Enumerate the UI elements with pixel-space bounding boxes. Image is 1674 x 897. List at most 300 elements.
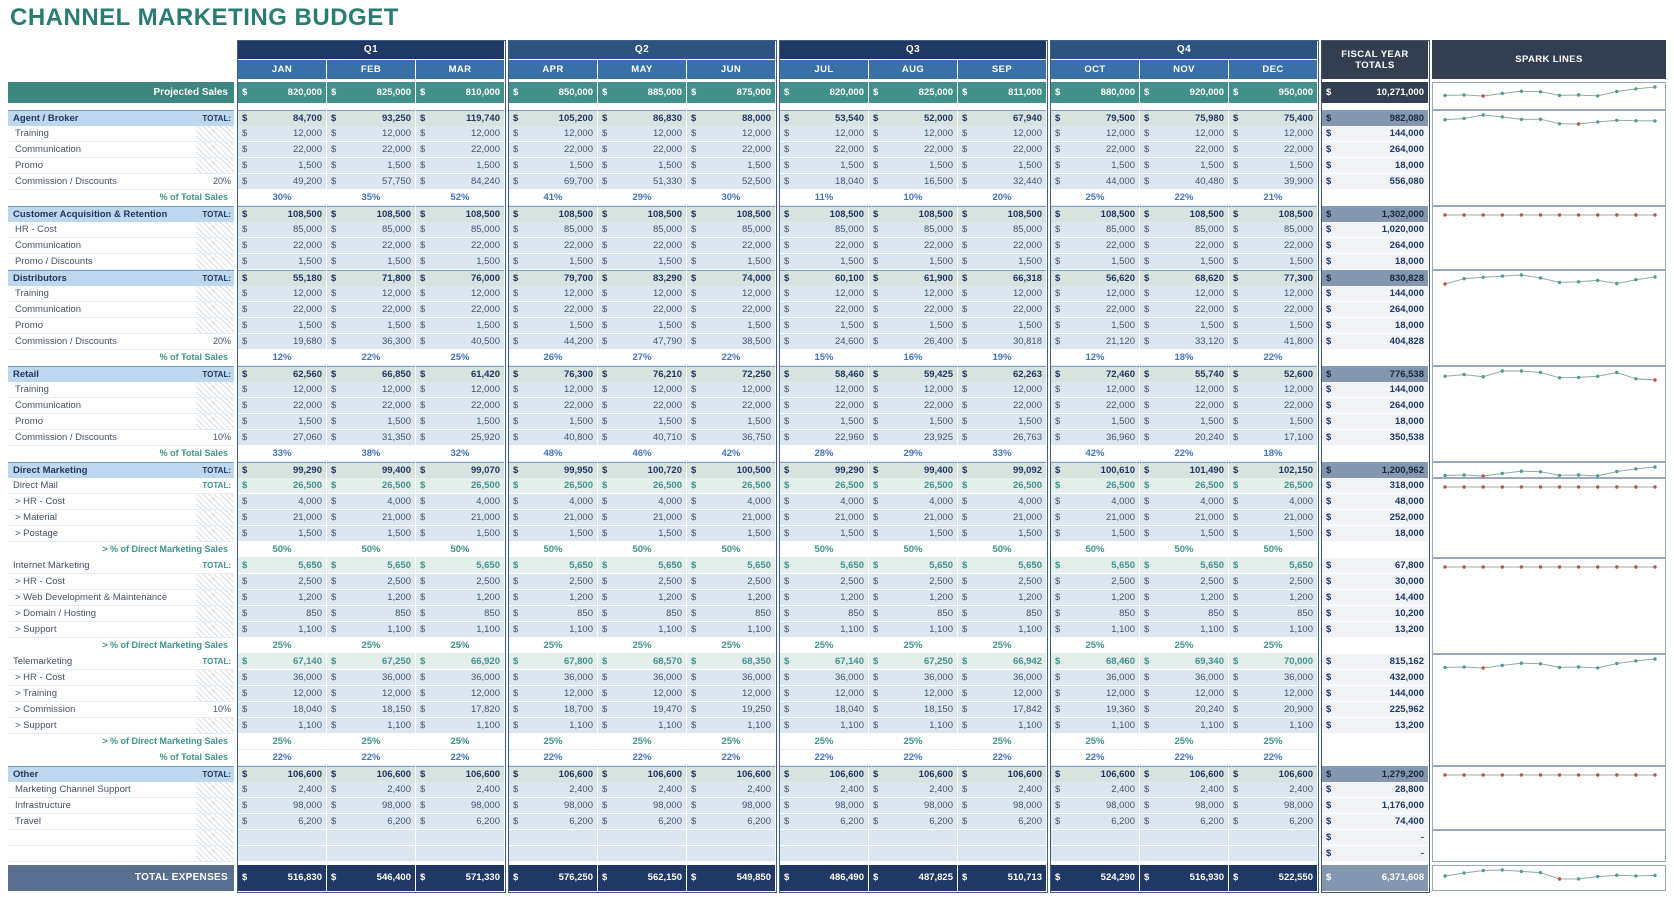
detail-month-cell[interactable] (1140, 334, 1228, 350)
detail-month-cell[interactable] (958, 382, 1046, 398)
detail-month-cell[interactable] (1140, 302, 1228, 318)
section-total-tag[interactable]: TOTAL: (196, 462, 234, 478)
detail-month-cell[interactable] (869, 382, 957, 398)
subsection-month-cell[interactable] (509, 558, 597, 574)
detail-month-cell[interactable] (327, 814, 415, 830)
detail-month-cell[interactable] (598, 782, 686, 798)
detail-month-cell[interactable] (1051, 814, 1139, 830)
detail-month-cell[interactable] (598, 334, 686, 350)
subsection-fiscal-total[interactable] (1322, 478, 1428, 494)
detail-month-cell[interactable] (509, 702, 597, 718)
detail-month-cell[interactable] (509, 302, 597, 318)
detail-month-cell[interactable] (687, 782, 775, 798)
detail-month-cell[interactable] (1051, 574, 1139, 590)
detail-row-label[interactable]: > Postage (8, 526, 196, 542)
subsection-month-cell[interactable] (1229, 478, 1317, 494)
month-header-jan[interactable]: JAN (238, 60, 326, 79)
percent-month-cell[interactable]: 33% (238, 446, 326, 462)
detail-month-cell[interactable] (1051, 526, 1139, 542)
total-expenses-fiscal[interactable] (1322, 865, 1428, 891)
detail-month-cell[interactable] (1229, 814, 1317, 830)
section-month-cell[interactable] (1140, 366, 1228, 382)
detail-month-cell[interactable] (598, 254, 686, 270)
percent-month-cell[interactable]: 22% (687, 350, 775, 366)
detail-month-cell[interactable] (869, 670, 957, 686)
detail-month-cell[interactable] (327, 510, 415, 526)
detail-month-cell[interactable] (327, 334, 415, 350)
section-month-cell[interactable] (687, 206, 775, 222)
detail-fiscal-total[interactable] (1322, 286, 1428, 302)
detail-month-cell[interactable] (509, 526, 597, 542)
subsection-month-cell[interactable] (1140, 558, 1228, 574)
section-month-cell[interactable] (869, 366, 957, 382)
detail-row-label[interactable]: Training (8, 126, 196, 142)
detail-month-cell[interactable] (327, 222, 415, 238)
percent-month-cell[interactable]: 22% (869, 750, 957, 766)
detail-month-cell[interactable] (327, 702, 415, 718)
section-month-cell[interactable] (869, 270, 957, 286)
detail-month-cell[interactable] (687, 318, 775, 334)
detail-month-cell[interactable] (416, 174, 504, 190)
detail-month-cell[interactable] (1140, 286, 1228, 302)
detail-month-cell[interactable] (1140, 686, 1228, 702)
detail-month-cell[interactable] (780, 494, 868, 510)
detail-fiscal-total[interactable] (1322, 318, 1428, 334)
detail-row-label[interactable]: Promo / Discounts (8, 254, 196, 270)
detail-month-cell[interactable] (780, 670, 868, 686)
quarter-header-q4[interactable]: Q4 (1051, 40, 1317, 59)
detail-month-cell[interactable] (1051, 302, 1139, 318)
section-month-cell[interactable] (1229, 462, 1317, 478)
percent-month-cell[interactable]: 22% (1140, 750, 1228, 766)
section-month-cell[interactable] (780, 766, 868, 782)
detail-fiscal-total[interactable] (1322, 158, 1428, 174)
percent-month-cell[interactable]: 18% (1140, 350, 1228, 366)
percent-row-label[interactable]: > % of Direct Marketing Sales (8, 542, 234, 558)
detail-month-cell[interactable] (1229, 622, 1317, 638)
detail-month-cell[interactable] (1051, 158, 1139, 174)
percent-month-cell[interactable]: 28% (780, 446, 868, 462)
section-month-cell[interactable] (958, 206, 1046, 222)
percent-month-cell[interactable]: 22% (780, 750, 868, 766)
detail-month-cell[interactable] (416, 382, 504, 398)
detail-month-cell[interactable] (598, 670, 686, 686)
section-row-label[interactable]: Direct Marketing (8, 462, 196, 478)
section-month-cell[interactable] (238, 462, 326, 478)
detail-month-cell[interactable] (238, 494, 326, 510)
detail-fiscal-total[interactable] (1322, 430, 1428, 446)
detail-month-cell[interactable] (598, 382, 686, 398)
detail-month-cell[interactable] (1140, 158, 1228, 174)
detail-month-cell[interactable] (327, 494, 415, 510)
percent-month-cell[interactable]: 25% (1051, 190, 1139, 206)
detail-fiscal-total[interactable] (1322, 238, 1428, 254)
detail-month-cell[interactable] (1229, 414, 1317, 430)
section-month-cell[interactable] (869, 206, 957, 222)
detail-fiscal-total[interactable] (1322, 798, 1428, 814)
detail-month-cell[interactable] (687, 414, 775, 430)
percent-month-cell[interactable]: 22% (238, 750, 326, 766)
detail-month-cell[interactable] (958, 494, 1046, 510)
detail-month-cell[interactable] (780, 782, 868, 798)
detail-month-cell[interactable] (780, 414, 868, 430)
section-fiscal-total[interactable] (1322, 366, 1428, 382)
detail-month-cell[interactable] (687, 686, 775, 702)
percent-month-cell[interactable]: 22% (598, 750, 686, 766)
detail-month-cell[interactable] (869, 702, 957, 718)
detail-row-label[interactable]: Promo (8, 158, 196, 174)
percent-month-cell[interactable]: 50% (869, 542, 957, 558)
detail-month-cell[interactable] (327, 670, 415, 686)
blank-row-label[interactable] (8, 846, 196, 862)
total-expenses-month-cell[interactable] (780, 865, 868, 891)
section-total-tag[interactable]: TOTAL: (196, 766, 234, 782)
blank-month-cell[interactable] (1051, 846, 1139, 862)
detail-month-cell[interactable] (1229, 590, 1317, 606)
detail-month-cell[interactable] (509, 238, 597, 254)
projected-sales-cell[interactable] (869, 82, 957, 103)
detail-row-label[interactable]: Commission / Discounts (8, 334, 196, 350)
projected-sales-cell[interactable] (598, 82, 686, 103)
quarter-header-q2[interactable]: Q2 (509, 40, 775, 59)
detail-row-label[interactable]: Communication (8, 398, 196, 414)
detail-month-cell[interactable] (780, 238, 868, 254)
detail-month-cell[interactable] (780, 222, 868, 238)
subsection-month-cell[interactable] (509, 478, 597, 494)
blank-month-cell[interactable] (598, 846, 686, 862)
percent-month-cell[interactable]: 16% (869, 350, 957, 366)
detail-row-label[interactable]: Training (8, 286, 196, 302)
percent-month-cell[interactable]: 25% (1051, 638, 1139, 654)
percent-month-cell[interactable]: 50% (780, 542, 868, 558)
subsection-month-cell[interactable] (327, 654, 415, 670)
section-row-label[interactable]: Other (8, 766, 196, 782)
detail-month-cell[interactable] (327, 686, 415, 702)
detail-row-label[interactable]: Commission / Discounts (8, 430, 196, 446)
detail-month-cell[interactable] (780, 814, 868, 830)
blank-row-label[interactable] (8, 830, 196, 846)
detail-month-cell[interactable] (1229, 334, 1317, 350)
section-month-cell[interactable] (687, 462, 775, 478)
detail-month-cell[interactable] (1051, 798, 1139, 814)
detail-month-cell[interactable] (416, 702, 504, 718)
detail-month-cell[interactable] (1051, 782, 1139, 798)
detail-month-cell[interactable] (780, 526, 868, 542)
subsection-month-cell[interactable] (1140, 478, 1228, 494)
detail-month-cell[interactable] (869, 414, 957, 430)
detail-rate-tag[interactable]: 10% (196, 430, 234, 446)
percent-month-cell[interactable]: 25% (416, 638, 504, 654)
detail-fiscal-total[interactable] (1322, 334, 1428, 350)
section-month-cell[interactable] (416, 206, 504, 222)
detail-month-cell[interactable] (598, 494, 686, 510)
detail-month-cell[interactable] (958, 686, 1046, 702)
detail-month-cell[interactable] (327, 414, 415, 430)
percent-month-cell[interactable]: 25% (238, 734, 326, 750)
percent-month-cell[interactable]: 22% (327, 350, 415, 366)
detail-month-cell[interactable] (869, 526, 957, 542)
detail-row-label[interactable]: > HR - Cost (8, 574, 196, 590)
percent-month-cell[interactable]: 50% (1229, 542, 1317, 558)
detail-fiscal-total[interactable] (1322, 782, 1428, 798)
detail-month-cell[interactable] (1229, 398, 1317, 414)
detail-month-cell[interactable] (509, 222, 597, 238)
section-fiscal-total[interactable] (1322, 206, 1428, 222)
detail-month-cell[interactable] (238, 126, 326, 142)
detail-month-cell[interactable] (416, 782, 504, 798)
detail-fiscal-total[interactable] (1322, 574, 1428, 590)
detail-month-cell[interactable] (1229, 286, 1317, 302)
detail-fiscal-total[interactable] (1322, 254, 1428, 270)
percent-month-cell[interactable]: 22% (958, 750, 1046, 766)
detail-month-cell[interactable] (416, 686, 504, 702)
detail-month-cell[interactable] (780, 718, 868, 734)
detail-month-cell[interactable] (780, 574, 868, 590)
total-expenses-month-cell[interactable] (598, 865, 686, 891)
projected-sales-cell[interactable] (780, 82, 868, 103)
detail-month-cell[interactable] (238, 590, 326, 606)
detail-month-cell[interactable] (869, 318, 957, 334)
blank-month-cell[interactable] (869, 846, 957, 862)
section-month-cell[interactable] (238, 270, 326, 286)
detail-row-label[interactable]: Training (8, 382, 196, 398)
detail-month-cell[interactable] (1140, 414, 1228, 430)
section-month-cell[interactable] (1140, 110, 1228, 126)
detail-month-cell[interactable] (509, 254, 597, 270)
detail-month-cell[interactable] (1051, 222, 1139, 238)
detail-month-cell[interactable] (416, 574, 504, 590)
detail-month-cell[interactable] (958, 286, 1046, 302)
month-header-sep[interactable]: SEP (958, 60, 1046, 79)
detail-month-cell[interactable] (327, 302, 415, 318)
section-month-cell[interactable] (416, 366, 504, 382)
detail-month-cell[interactable] (958, 606, 1046, 622)
section-row-label[interactable]: Customer Acquisition & Retention (8, 206, 196, 222)
section-month-cell[interactable] (416, 462, 504, 478)
section-month-cell[interactable] (780, 462, 868, 478)
subsection-month-cell[interactable] (780, 558, 868, 574)
quarter-header-q3[interactable]: Q3 (780, 40, 1046, 59)
detail-month-cell[interactable] (687, 702, 775, 718)
detail-month-cell[interactable] (238, 814, 326, 830)
detail-month-cell[interactable] (958, 318, 1046, 334)
detail-month-cell[interactable] (958, 398, 1046, 414)
detail-month-cell[interactable] (598, 414, 686, 430)
detail-month-cell[interactable] (327, 318, 415, 334)
detail-month-cell[interactable] (1051, 318, 1139, 334)
detail-month-cell[interactable] (1229, 670, 1317, 686)
section-month-cell[interactable] (1140, 206, 1228, 222)
section-month-cell[interactable] (958, 270, 1046, 286)
section-month-cell[interactable] (1051, 270, 1139, 286)
percent-month-cell[interactable]: 29% (869, 446, 957, 462)
detail-month-cell[interactable] (1229, 302, 1317, 318)
projected-sales-cell[interactable] (1051, 82, 1139, 103)
detail-month-cell[interactable] (687, 606, 775, 622)
detail-month-cell[interactable] (869, 622, 957, 638)
blank-month-cell[interactable] (509, 830, 597, 846)
detail-month-cell[interactable] (1229, 126, 1317, 142)
detail-month-cell[interactable] (416, 798, 504, 814)
detail-month-cell[interactable] (1140, 606, 1228, 622)
detail-month-cell[interactable] (687, 398, 775, 414)
detail-month-cell[interactable] (1051, 174, 1139, 190)
total-expenses-month-cell[interactable] (1140, 865, 1228, 891)
detail-month-cell[interactable] (509, 622, 597, 638)
subsection-month-cell[interactable] (687, 478, 775, 494)
detail-month-cell[interactable] (1051, 254, 1139, 270)
subsection-total-tag[interactable]: TOTAL: (196, 558, 234, 574)
section-month-cell[interactable] (1229, 206, 1317, 222)
subsection-month-cell[interactable] (687, 558, 775, 574)
detail-month-cell[interactable] (958, 574, 1046, 590)
detail-fiscal-total[interactable] (1322, 702, 1428, 718)
percent-month-cell[interactable]: 50% (598, 542, 686, 558)
percent-month-cell[interactable]: 25% (509, 638, 597, 654)
detail-month-cell[interactable] (416, 670, 504, 686)
projected-sales-cell[interactable] (958, 82, 1046, 103)
percent-month-cell[interactable]: 46% (598, 446, 686, 462)
percent-month-cell[interactable]: 50% (416, 542, 504, 558)
projected-sales-fiscal-total[interactable] (1322, 82, 1428, 103)
subsection-month-cell[interactable] (598, 654, 686, 670)
detail-month-cell[interactable] (327, 382, 415, 398)
detail-row-label[interactable]: > Web Development & Maintenance (8, 590, 196, 606)
detail-month-cell[interactable] (598, 686, 686, 702)
percent-month-cell[interactable]: 22% (1229, 750, 1317, 766)
section-total-tag[interactable]: TOTAL: (196, 270, 234, 286)
percent-month-cell[interactable]: 22% (1140, 446, 1228, 462)
subsection-row-label[interactable]: Telemarketing (8, 654, 196, 670)
detail-month-cell[interactable] (1140, 430, 1228, 446)
percent-month-cell[interactable]: 27% (598, 350, 686, 366)
subsection-month-cell[interactable] (327, 478, 415, 494)
section-month-cell[interactable] (1140, 462, 1228, 478)
detail-month-cell[interactable] (687, 814, 775, 830)
detail-month-cell[interactable] (1229, 222, 1317, 238)
section-month-cell[interactable] (780, 366, 868, 382)
detail-month-cell[interactable] (416, 318, 504, 334)
detail-month-cell[interactable] (327, 158, 415, 174)
section-month-cell[interactable] (509, 110, 597, 126)
detail-month-cell[interactable] (238, 718, 326, 734)
subsection-total-tag[interactable]: TOTAL: (196, 478, 234, 494)
detail-month-cell[interactable] (1140, 398, 1228, 414)
detail-month-cell[interactable] (509, 798, 597, 814)
detail-month-cell[interactable] (327, 782, 415, 798)
detail-month-cell[interactable] (238, 382, 326, 398)
percent-month-cell[interactable]: 33% (958, 446, 1046, 462)
detail-month-cell[interactable] (238, 430, 326, 446)
subsection-month-cell[interactable] (416, 654, 504, 670)
section-month-cell[interactable] (1051, 110, 1139, 126)
detail-month-cell[interactable] (598, 510, 686, 526)
detail-month-cell[interactable] (1051, 686, 1139, 702)
blank-month-cell[interactable] (1051, 830, 1139, 846)
detail-month-cell[interactable] (598, 814, 686, 830)
section-month-cell[interactable] (958, 766, 1046, 782)
detail-month-cell[interactable] (687, 574, 775, 590)
blank-month-cell[interactable] (780, 830, 868, 846)
detail-month-cell[interactable] (238, 334, 326, 350)
detail-month-cell[interactable] (238, 670, 326, 686)
detail-month-cell[interactable] (958, 510, 1046, 526)
percent-month-cell[interactable]: 50% (509, 542, 597, 558)
detail-month-cell[interactable] (509, 158, 597, 174)
section-month-cell[interactable] (238, 366, 326, 382)
detail-month-cell[interactable] (958, 814, 1046, 830)
detail-month-cell[interactable] (598, 318, 686, 334)
month-header-aug[interactable]: AUG (869, 60, 957, 79)
detail-month-cell[interactable] (1140, 318, 1228, 334)
percent-month-cell[interactable]: 12% (238, 350, 326, 366)
subsection-month-cell[interactable] (869, 478, 957, 494)
section-month-cell[interactable] (869, 766, 957, 782)
detail-month-cell[interactable] (238, 574, 326, 590)
percent-month-cell[interactable]: 41% (509, 190, 597, 206)
detail-month-cell[interactable] (687, 590, 775, 606)
blank-month-cell[interactable] (238, 846, 326, 862)
blank-fiscal-total[interactable] (1322, 830, 1428, 846)
detail-month-cell[interactable] (958, 798, 1046, 814)
detail-month-cell[interactable] (327, 574, 415, 590)
section-month-cell[interactable] (687, 110, 775, 126)
detail-month-cell[interactable] (687, 670, 775, 686)
detail-month-cell[interactable] (509, 286, 597, 302)
percent-month-cell[interactable]: 50% (327, 542, 415, 558)
percent-month-cell[interactable]: 25% (958, 638, 1046, 654)
detail-month-cell[interactable] (780, 302, 868, 318)
detail-month-cell[interactable] (238, 222, 326, 238)
detail-month-cell[interactable] (598, 718, 686, 734)
detail-month-cell[interactable] (780, 318, 868, 334)
month-header-may[interactable]: MAY (598, 60, 686, 79)
detail-row-label[interactable]: > HR - Cost (8, 670, 196, 686)
detail-month-cell[interactable] (238, 702, 326, 718)
section-month-cell[interactable] (327, 206, 415, 222)
section-month-cell[interactable] (416, 766, 504, 782)
detail-month-cell[interactable] (509, 814, 597, 830)
detail-month-cell[interactable] (238, 142, 326, 158)
detail-rate-tag[interactable]: 20% (196, 334, 234, 350)
detail-month-cell[interactable] (958, 430, 1046, 446)
detail-month-cell[interactable] (869, 142, 957, 158)
detail-fiscal-total[interactable] (1322, 398, 1428, 414)
blank-month-cell[interactable] (958, 830, 1046, 846)
detail-row-label[interactable]: HR - Cost (8, 222, 196, 238)
detail-month-cell[interactable] (687, 494, 775, 510)
percent-month-cell[interactable]: 22% (687, 750, 775, 766)
detail-row-label[interactable]: Promo (8, 318, 196, 334)
blank-month-cell[interactable] (958, 846, 1046, 862)
month-header-nov[interactable]: NOV (1140, 60, 1228, 79)
detail-month-cell[interactable] (958, 622, 1046, 638)
detail-month-cell[interactable] (327, 398, 415, 414)
percent-month-cell[interactable]: 22% (1051, 750, 1139, 766)
section-month-cell[interactable] (1051, 366, 1139, 382)
percent-month-cell[interactable]: 25% (780, 638, 868, 654)
blank-month-cell[interactable] (416, 846, 504, 862)
section-month-cell[interactable] (598, 366, 686, 382)
detail-month-cell[interactable] (687, 430, 775, 446)
blank-month-cell[interactable] (869, 830, 957, 846)
section-month-cell[interactable] (1051, 462, 1139, 478)
subsection-total-tag[interactable]: TOTAL: (196, 654, 234, 670)
detail-month-cell[interactable] (780, 590, 868, 606)
detail-month-cell[interactable] (598, 702, 686, 718)
section-month-cell[interactable] (869, 110, 957, 126)
detail-fiscal-total[interactable] (1322, 414, 1428, 430)
